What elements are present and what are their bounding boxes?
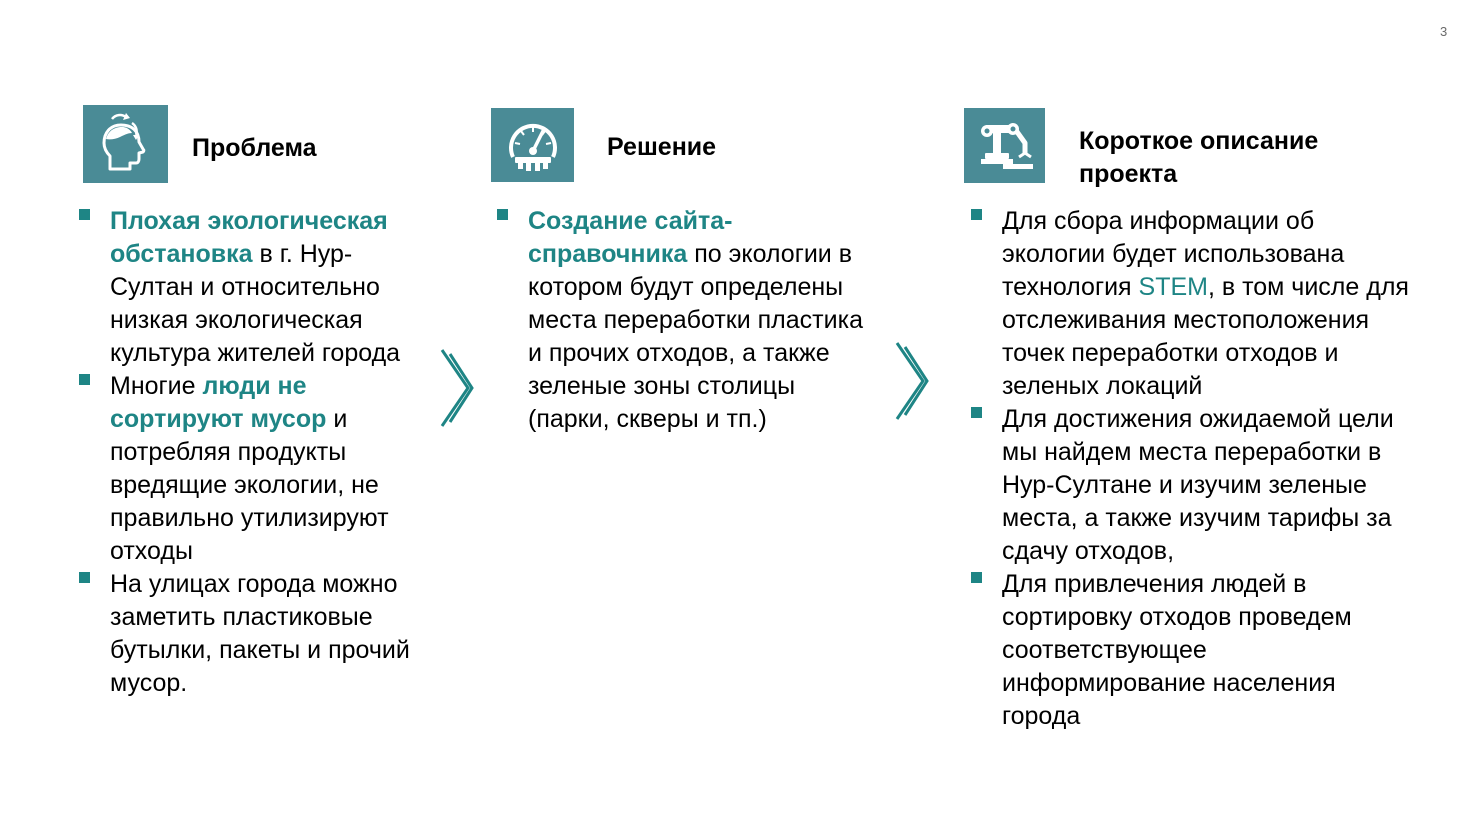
bullet-text: и потребляя продукты вредящие экологии, не правильно утилизируют отходы [110,405,389,565]
project-title: Короткое описание проекта [1079,127,1319,188]
head-refresh-icon [96,113,156,175]
problem-bullet-list [79,205,429,700]
robot-arm-icon [973,117,1037,175]
list-item [971,205,1416,403]
chevron-right-icon [440,348,474,428]
bullet-text: Для привлечения людей в сортировку отходов проведем соответствующее информирование населения города [1002,570,1352,730]
solution-icon-box [491,108,574,182]
bullet-text: Для достижения ожидаемой цели мы найдем места переработки в Нур-Султане и изучим зеленые места, а также изучим тарифы за сдачу отходов, [1002,405,1394,565]
bullet-text: по экологии в котором будут определены места переработки пластика и прочих отходов, а также зеленые зоны столицы (парки, скверы и тп.) [528,240,863,433]
bullet-text: , в том числе для отслеживания местоположения точек переработки отходов и зеленых локаций [1002,273,1409,400]
list-item [79,568,429,700]
highlight-text: Создание сайта-справочника [528,207,733,268]
problem-title: Проблема [192,134,317,162]
solution-title: Решение [607,133,717,161]
bullet-text: в г. Нур-Султан и относительно низкая экологическая культура жителей города [110,240,401,367]
list-item [971,568,1416,733]
problem-icon-box [83,105,168,183]
chevron-right-icon [895,341,929,421]
bullet-text: На улицах города можно заметить пластиковые бутылки, пакеты и прочий мусор. [110,570,410,697]
list-item [497,205,867,436]
highlight-text: Плохая экологическая обстановка [110,207,388,268]
gauge-gear-icon [501,113,565,177]
project-icon-box [964,108,1045,183]
solution-bullet-list [497,205,867,436]
highlight-text: STEM [1138,273,1208,301]
list-item [79,370,429,568]
bullet-text: Многие [110,372,203,400]
list-item [79,205,429,370]
highlight-text: люди не сортируют мусор [110,372,327,433]
page-number: 3 [1440,24,1448,39]
bullet-text: Для сбора информации об экологии будет использована технология [1002,207,1345,301]
project-bullet-list [971,205,1416,733]
list-item [971,403,1416,568]
